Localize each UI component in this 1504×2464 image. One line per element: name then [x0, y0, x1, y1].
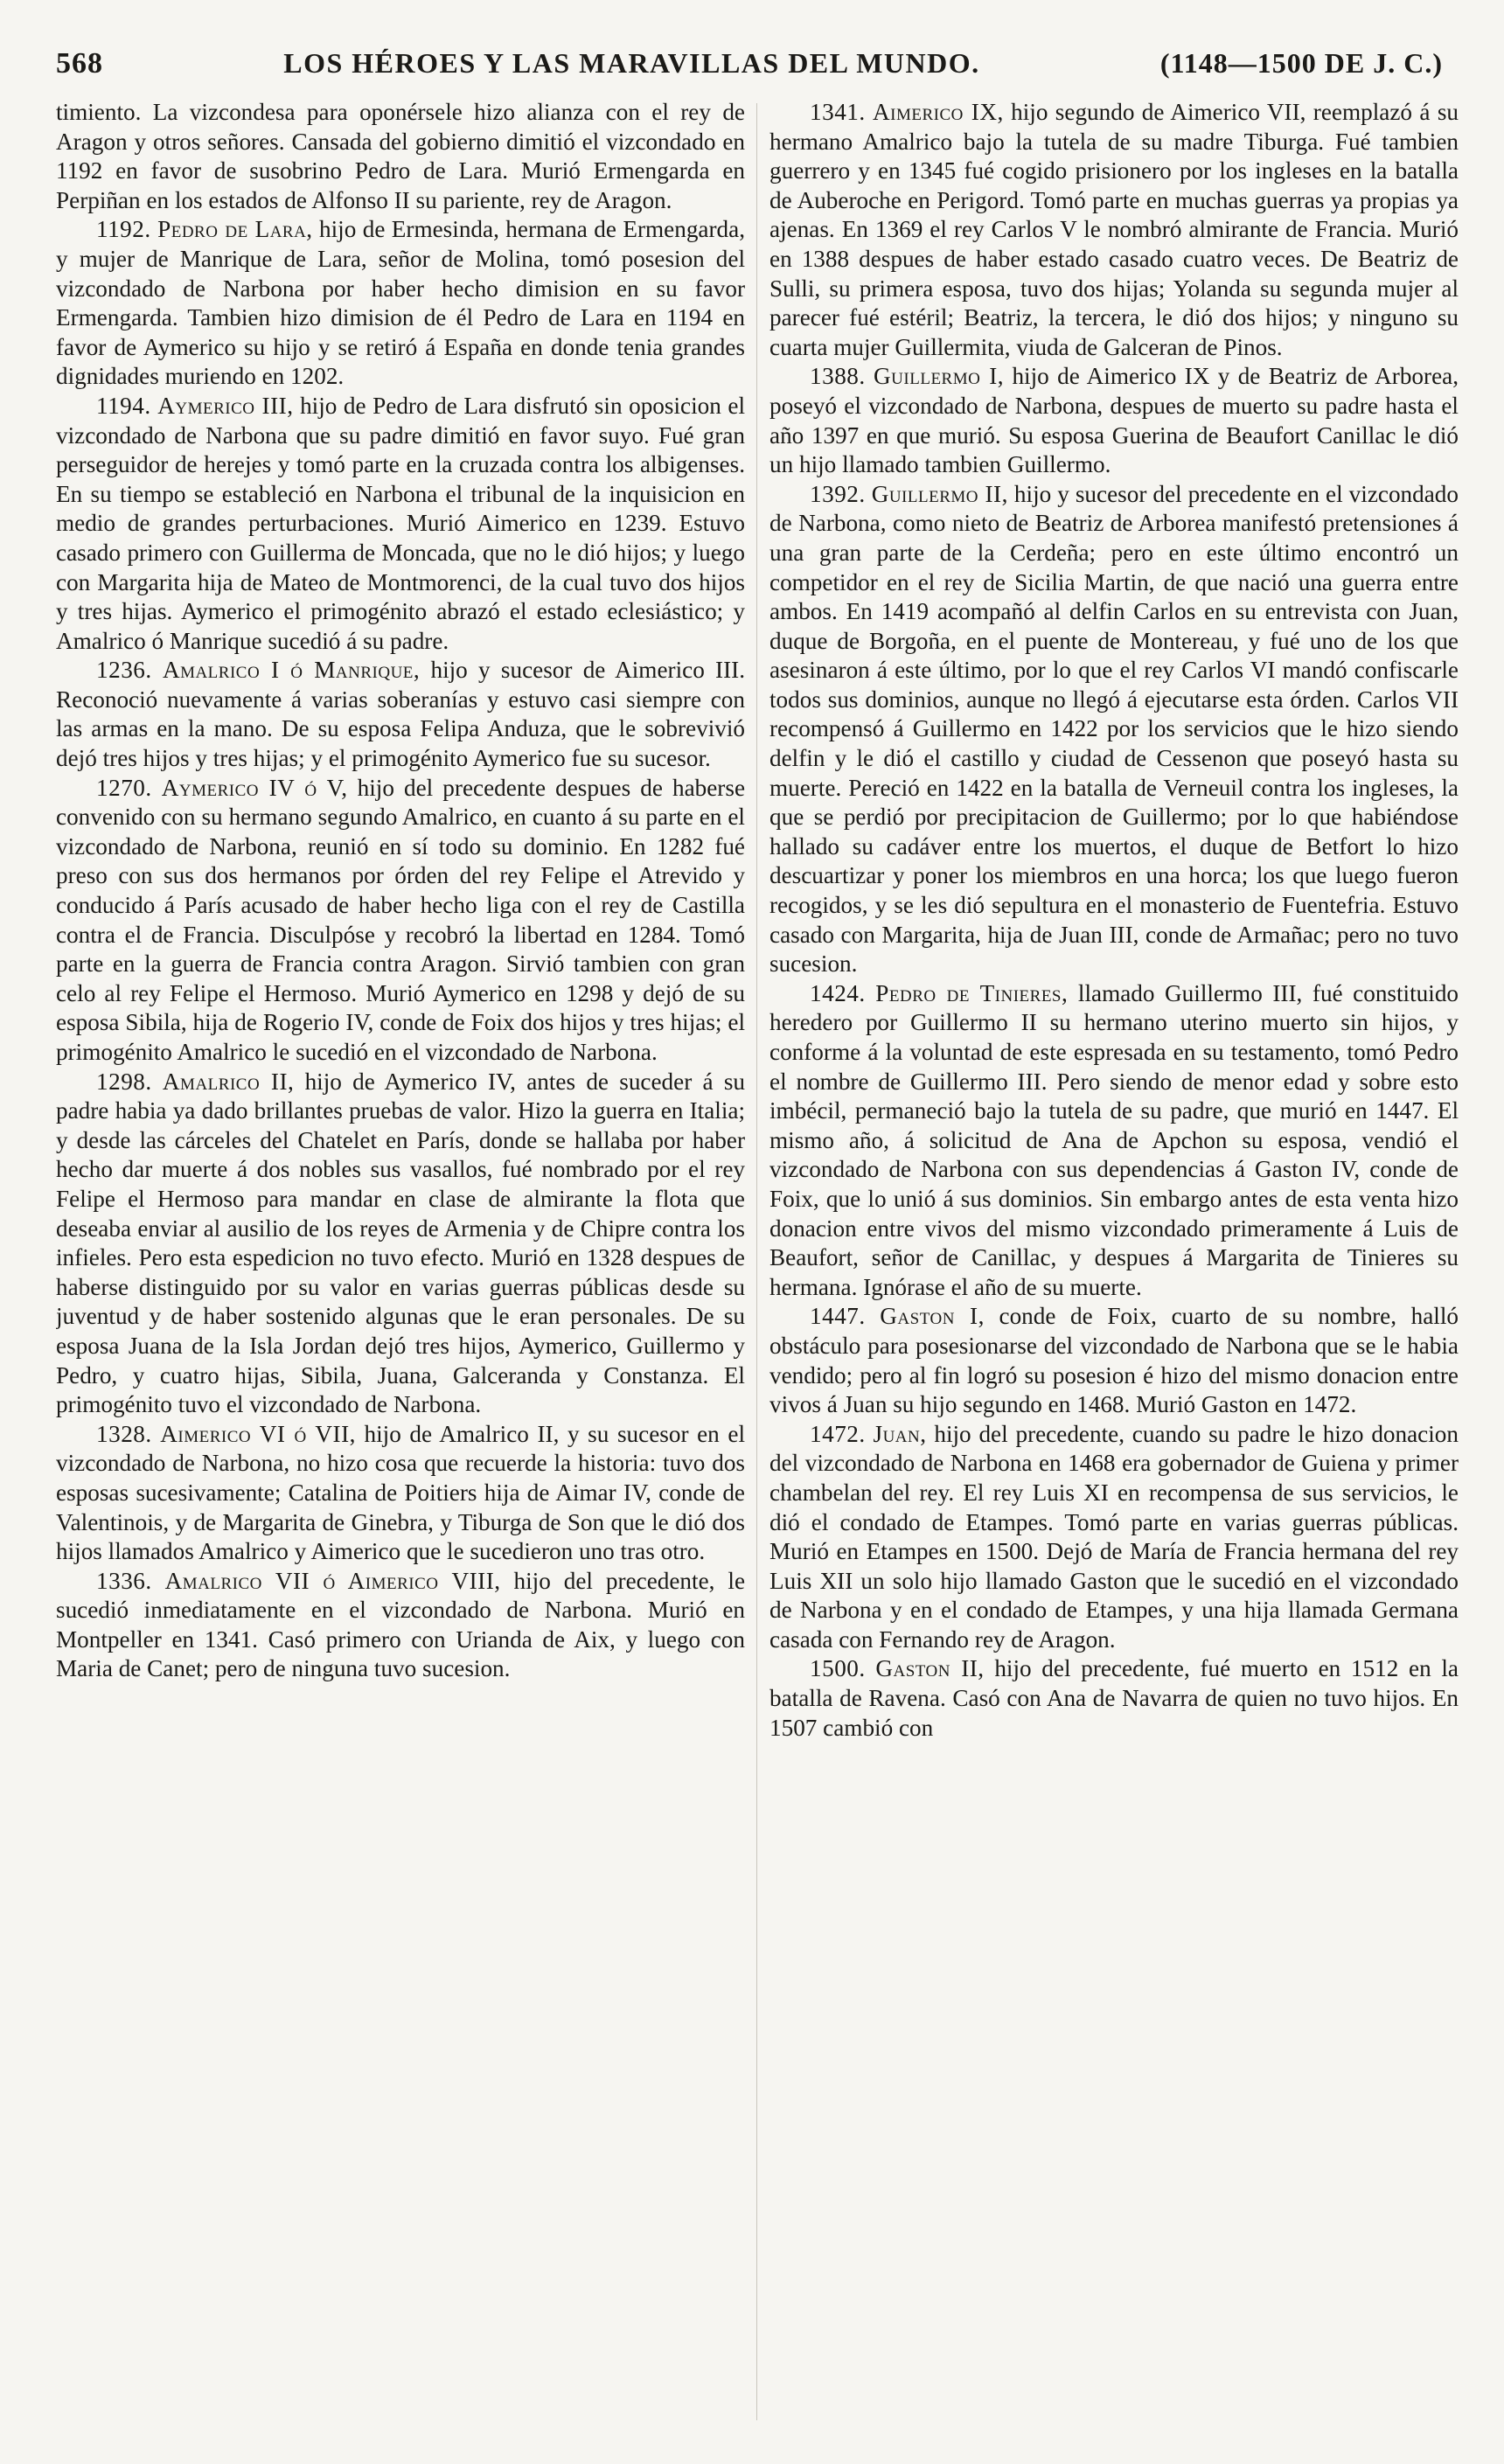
entry-number: 1328.: [96, 1420, 152, 1447]
entry-text: hijo de Pedro de Lara disfrutó sin oposicion el vizcondado de Narbona que su padre dimitió en favor suyo. Fué gran perseguidor de herejes y tomó parte en la cruzada contra los albigenses. En su tiempo se estableció en Narbona el tribunal de la inquisicion en medio de grandes perturbaciones. Murió Aimerico en 1239. Estuvo casado primero con Guillerma de Moncada, que no le dió hijos; y luego con Margarita hija de Mateo de Montmorenci, de la cual tuvo dos hijos y tres hijas. Aymerico el primogénito abrazó el estado eclesiástico; y Amalrico ó Manrique sucedió á su padre.: [56, 392, 745, 654]
entry-paragraph: [769, 480, 1459, 979]
running-header: [56, 47, 1443, 91]
entry-name: Gaston II,: [875, 1655, 985, 1682]
entry-name: Aymerico IV ó V,: [161, 774, 348, 801]
entry-text: hijo del precedente, cuando su padre le hizo donacion del vizcondado de Narbona en 1468 era gobernador de Guiena y primer chambelan del rey. El rey Luis XI en recompensa de sus servicios, le dió el condado de Etampes. Tomó parte en varias guerras públicas. Murió en Etampes en 1500. Dejó de María de Francia hermana del rey Luis XII un solo hijo llamado Gaston que le sucedió en el vizcondado de Narbona y en el condado de Etampes, y una hija llamada Germana casada con Fernando rey de Aragon.: [769, 1420, 1459, 1653]
continuation-paragraph: timiento. La vizcondesa para oponérsele hizo alianza con el rey de Aragon y otros señores. Cansada del gobierno dimitió el vizcondado en 1192 en favor de susobrino Pedro de Lara. Murió Ermengarda en Perpiñan en los estados de Alfonso II su pariente, rey de Aragon.: [56, 99, 745, 213]
entry-paragraph: [56, 1567, 745, 1684]
entry-paragraph: [769, 98, 1459, 362]
right-column: [769, 98, 1459, 2424]
running-title: LOS HÉROES Y LAS MARAVILLAS DEL MUNDO.: [283, 47, 980, 79]
entry-name: Guillermo II,: [871, 480, 1008, 507]
entry-name: Aimerico VI ó VII,: [160, 1420, 356, 1447]
entry-name: Juan,: [873, 1420, 927, 1447]
entry-text: hijo y sucesor del precedente en el vizcondado de Narbona, como nieto de Beatriz de Arborea manifestó pretensiones á una gran parte de la Cerdeña; pero en este último encontró un competidor en el rey de Sicilia Martin, de que nació una guerra entre ambos. En 1419 acompañó al delfin Carlos en su entrevista con Juan, duque de Borgoña, en el puente de Montereau, y fué uno de los que asesinaron á este último, por lo que el rey Carlos VI mandó confiscarle todos sus dominios, aunque no llegó á ejecutarse esta órden. Carlos VII recompensó á Guillermo en 1422 por los servicios que le hizo siendo delfin y le dió el castillo y ciudad de Cessenon que poseyó hasta su muerte. Pereció en 1422 en la batalla de Verneuil contra los ingleses, la que se perdió por precipitacion de Guillermo; por lo que habiéndose hallado su cadáver entre los muertos, el duque de Betfort lo hizo descuartizar y poner los miembros en una horca; los que luego fueron recogidos, y se les dió sepultura en el monasterio de Fuentefria. Estuvo casado con Margarita, hija de Juan III, conde de Armañac; pero no tuvo sucesion.: [769, 480, 1459, 978]
entry-paragraph: [56, 1420, 745, 1567]
entry-text: hijo de Aymerico IV, antes de suceder á su padre habia ya dado brillantes pruebas de valor. Hizo la guerra en Italia; y desde las cárceles del Chatelet en París, donde se hallaba por haber hecho dar muerte á dos nobles sus vasallos, fué nombrado por el rey Felipe el Hermoso para mandar en clase de almirante la flota que deseaba enviar al ausilio de los reyes de Armenia y de Chipre contra los infieles. Pero esta espedicion no tuvo efecto. Murió en 1328 despues de haberse distinguido por su valor en varias guerras públicas desde su juventud y de haber sostenido algunas que le eran personales. De su esposa Juana de la Isla Jordan dejó tres hijos, Aymerico, Guillermo y Pedro, y cuatro hijas, Sibila, Juana, Galceranda y Constanza. El primogénito tuvo el vizcondado de Narbona.: [56, 1068, 745, 1418]
entry-paragraph: [769, 1420, 1459, 1655]
entry-number: 1194.: [96, 392, 151, 419]
entry-paragraph: [769, 1654, 1459, 1743]
entry-name: Gaston I,: [880, 1303, 985, 1330]
entry-text: hijo del precedente, le sucedió inmediatamente en el vizcondado de Narbona. Murió en Montpeller en 1341. Casó primero con Urianda de Aix, y luego con Maria de Canet; pero de ninguna tuvo sucesion.: [56, 1567, 745, 1682]
entry-text: hijo de Amalrico II, y su sucesor en el vizcondado de Narbona, no hizo cosa que recuerde la historia: tuvo dos esposas sucesivamente; Catalina de Poitiers hija de Aimar IV, conde de Valentinois, y de Margarita de Ginebra, y Tiburga de Son que le dió dos hijos llamados Amalrico y Aimerico que le sucedieron uno tras otro.: [56, 1420, 745, 1565]
entry-paragraph: [769, 362, 1459, 479]
entry-number: 1447.: [810, 1303, 866, 1330]
entry-text: hijo del precedente, fué muerto en 1512 en la batalla de Ravena. Casó con Ana de Navarra de quien no tuvo hijos. En 1507 cambió con: [769, 1655, 1459, 1741]
left-column: [56, 98, 745, 2424]
entry-paragraph: [56, 1068, 745, 1420]
entry-paragraph: [56, 774, 745, 1068]
entry-number: 1500.: [810, 1655, 866, 1682]
entry-number: 1192.: [96, 216, 151, 243]
entry-number: 1236.: [96, 657, 152, 684]
entry-paragraph: [56, 656, 745, 773]
entry-name: Aymerico III,: [157, 392, 294, 419]
entry-text: llamado Guillermo III, fué constituido heredero por Guillermo II su hermano uterino muerto sin hijos, y conforme á la voluntad de este espresada en su testamento, tomó Pedro el nombre de Guillermo III. Pero siendo de menor edad y sobre esto imbécil, permaneció bajo la tutela de su padre, que murió en 1447. El mismo año, á solicitud de Ana de Apchon su esposa, vendió el vizcondado de Narbona con sus dependencias á Gaston IV, conde de Foix, que lo unió á sus dominios. Sin embargo antes de esta venta hizo donacion entre vivos del mismo vizcondado primeramente á Luis de Beaufort, señor de Canillac, y despues á Margarita de Tinieres su hermana. Ignórase el año de su muerte.: [769, 979, 1459, 1300]
entry-name: Pedro de Lara,: [157, 216, 313, 243]
entry-text: hijo y sucesor de Aimerico III. Reconoció nuevamente á varias soberanías y estuvo casi siempre con las armas en la mano. De su esposa Felipa Anduza, que le sobrevivió dejó tres hijos y tres hijas; y el primogénito Aymerico fue su sucesor.: [56, 657, 745, 772]
page-number: 568: [56, 47, 103, 80]
entry-name: Aimerico IX,: [873, 99, 1004, 125]
date-range: (1148—1500 DE J. C.): [1159, 47, 1443, 79]
column-divider: [756, 103, 757, 2420]
entry-text: conde de Foix, cuarto de su nombre, halló obstáculo para posesionarse del vizcondado de Narbona que se le habia vendido; pero al fin logró su posesion é hizo del mismo donacion entre vivos á Juan su hijo segundo en 1468. Murió Gaston en 1472.: [769, 1303, 1459, 1418]
entry-paragraph: [769, 979, 1459, 1303]
entry-name: Amalrico I ó Manrique,: [162, 657, 421, 684]
entry-number: 1270.: [96, 774, 152, 801]
entry-number: 1388.: [810, 363, 866, 390]
entry-paragraph: [769, 1302, 1459, 1419]
entry-number: 1424.: [810, 979, 866, 1006]
entry-paragraph: [56, 392, 745, 656]
entry-name: Amalrico II,: [162, 1068, 295, 1095]
entry-number: 1472.: [810, 1420, 866, 1447]
entry-name: Amalrico VII ó Aimerico VIII,: [164, 1567, 501, 1594]
entry-number: 1392.: [810, 480, 866, 507]
entry-text: hijo de Aimerico IX y de Beatriz de Arborea, poseyó el vizcondado de Narbona, despues de muerto su padre hasta el año 1397 en que murió. Su esposa Guerina de Beaufort Canillac le dió un hijo llamado tambien Guillermo.: [769, 363, 1459, 478]
entry-number: 1336.: [96, 1567, 152, 1594]
entry-paragraph: [56, 215, 745, 392]
entry-name: Guillermo I,: [874, 363, 1005, 390]
entry-text: hijo segundo de Aimerico VII, reemplazó á su hermano Amalrico bajo la tutela de su madre Tiburga. Fué tambien guerrero y en 1345 fué cogido prisionero por los ingleses en la batalla de Auberoche en Perigord. Tomó parte en muchas guerras ya propias ya ajenas. En 1369 el rey Carlos V le nombró almirante de Francia. Murió en 1388 despues de haber estado casado cuatro veces. De Beatriz de Sulli, su primera esposa, tuvo dos hijas; Yolanda su segunda mujer al parecer fué estéril; Beatriz, la tercera, le dió dos hijos; y ninguno su cuarta mujer Guillermita, viuda de Galceran de Pinos.: [769, 99, 1459, 360]
entry-text: hijo de Ermesinda, hermana de Ermengarda, y mujer de Manrique de Lara, señor de Molina, tomó posesion del vizcondado de Narbona por haber hecho dimision en su favor Ermengarda. Tambien hizo dimision de él Pedro de Lara en 1194 en favor de Aymerico su hijo y se retiró á España en donde tenia grandes dignidades muriendo en 1202.: [56, 216, 745, 390]
entry-name: Pedro de Tinieres,: [875, 979, 1069, 1006]
entry-number: 1298.: [96, 1068, 152, 1095]
entry-number: 1341.: [810, 99, 866, 125]
entry-text: hijo del precedente despues de haberse convenido con su hermano segundo Amalrico, en cuanto á su parte en el vizcondado de Narbona, reunió en sí todo su dominio. En 1282 fué preso con sus dos hermanos por órden del rey Felipe el Atrevido y conducido á París acusado de haber hecho liga con el rey de Castilla contra el de Francia. Disculpóse y recobró la libertad en 1284. Tomó parte en la guerra de Francia contra Aragon. Sirvió tambien con gran celo al rey Felipe el Hermoso. Murió Aymerico en 1298 y dejó de su esposa Sibila, hija de Rogerio IV, conde de Foix dos hijos y tres hijas; el primogénito Amalrico le sucedió en el vizcondado de Narbona.: [56, 774, 745, 1065]
